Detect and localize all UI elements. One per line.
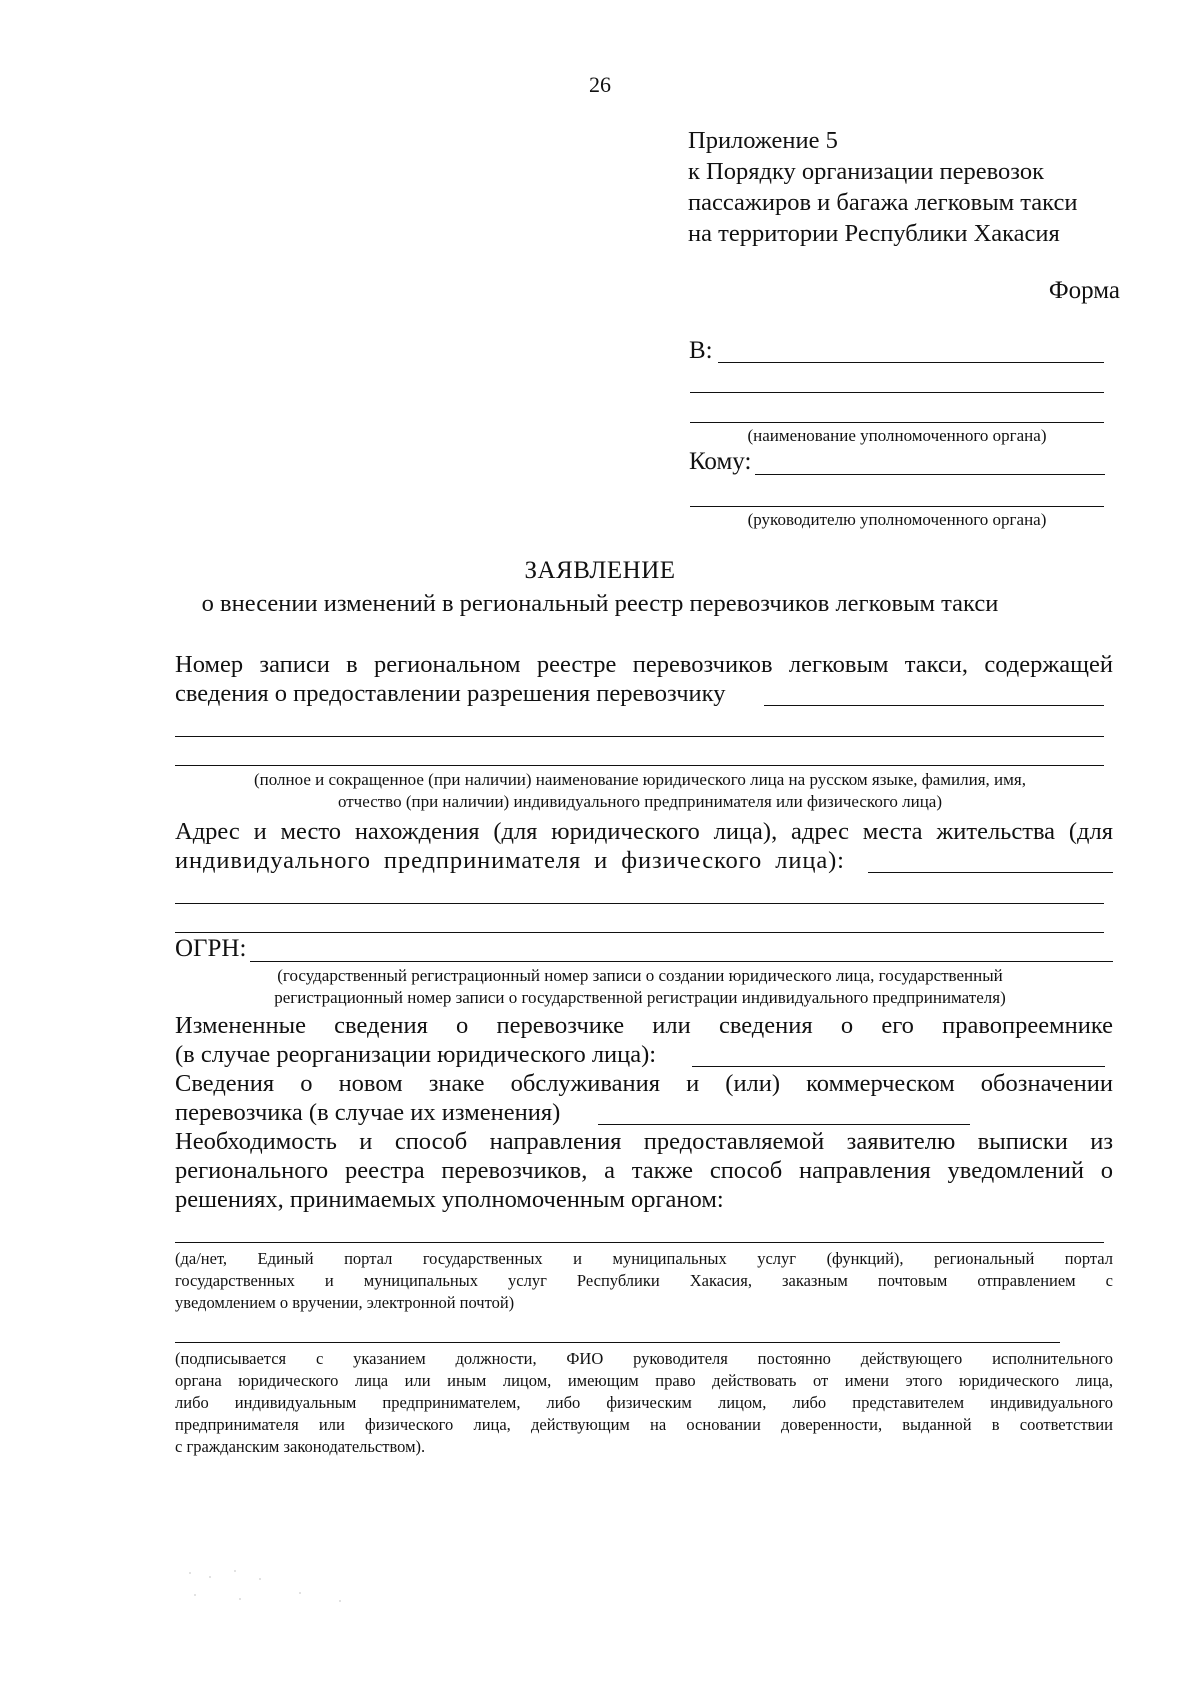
address-line-1: Адрес и место нахождения (для юридического лица), адрес места жительства (для bbox=[175, 818, 1113, 845]
need-line-2: регионального реестра перевозчиков, а также способ направления уведомлений о bbox=[175, 1157, 1113, 1184]
delivery-field[interactable] bbox=[175, 1242, 1104, 1243]
carrier-name-caption-1: (полное и сокращенное (при наличии) наименование юридического лица на русском языке, фамилия, имя, bbox=[254, 770, 1026, 789]
appendix-line-2: к Порядку организации перевозок bbox=[688, 158, 1044, 185]
signature-caption-line-3: либо индивидуальным предпринимателем, либо физическим лицом, либо представителем индивидуального bbox=[175, 1393, 1113, 1412]
document-subtitle: о внесении изменений в региональный реестр перевозчиков легковым такси bbox=[201, 590, 999, 617]
page-number: 26 bbox=[589, 72, 611, 97]
to-caption: (наименование уполномоченного органа) bbox=[747, 426, 1047, 445]
appendix-line-4: на территории Республики Хакасия bbox=[688, 220, 1060, 247]
address-field-line-3[interactable] bbox=[175, 932, 1104, 933]
to-field-line[interactable] bbox=[718, 362, 1104, 363]
whom-label: Кому: bbox=[689, 448, 752, 475]
whom-field-line[interactable] bbox=[755, 474, 1105, 475]
to-field-line-2[interactable] bbox=[690, 392, 1104, 393]
document-title: ЗАЯВЛЕНИЕ bbox=[524, 557, 676, 584]
whom-caption: (руководителю уполномоченного органа) bbox=[747, 510, 1047, 529]
signature-field[interactable] bbox=[175, 1342, 1060, 1343]
record-line-2: сведения о предоставлении разрешения перевозчику bbox=[175, 680, 726, 707]
scan-noise bbox=[180, 1565, 380, 1615]
ogrn-caption-2: регистрационный номер записи о государственной регистрации индивидуального предпринимателя) bbox=[274, 988, 1006, 1007]
signature-caption-line-1: (подписывается с указанием должности, ФИО руководителя постоянно действующего исполнительного bbox=[175, 1349, 1113, 1368]
signature-caption-line-2: органа юридического лица или иным лицом, имеющим право действовать от имени этого юридического лица, bbox=[175, 1371, 1113, 1390]
to-label: В: bbox=[689, 337, 713, 364]
ogrn-caption-1: (государственный регистрационный номер записи о создании юридического лица, государственный bbox=[277, 966, 1003, 985]
record-line-1: Номер записи в региональном реестре перевозчиков легковым такси, содержащей bbox=[175, 651, 1113, 678]
appendix-line-1: Приложение 5 bbox=[688, 127, 838, 154]
carrier-name-caption-2: отчество (при наличии) индивидуального предпринимателя или физического лица) bbox=[337, 792, 943, 811]
sign-line-1: Сведения о новом знаке обслуживания и (или) коммерческом обозначении bbox=[175, 1070, 1113, 1097]
form-label: Форма bbox=[1048, 277, 1120, 304]
address-line-2: индивидуального предпринимателя и физического лица): bbox=[175, 847, 845, 874]
delivery-caption-line-3: уведомлением о вручении, электронной почтой) bbox=[175, 1293, 515, 1312]
delivery-caption-line-2: государственных и муниципальных услуг Республики Хакасия, заказным почтовым отправлением с bbox=[175, 1271, 1113, 1290]
signature-caption-line-5: с гражданским законодательством). bbox=[175, 1437, 426, 1456]
sign-field[interactable] bbox=[598, 1124, 970, 1125]
carrier-name-line-2[interactable] bbox=[175, 765, 1104, 766]
sign-line-2: перевозчика (в случае их изменения) bbox=[175, 1099, 561, 1126]
changed-line-2: (в случае реорганизации юридического лица): bbox=[175, 1041, 657, 1068]
changed-line-1: Измененные сведения о перевозчике или сведения о его правопреемнике bbox=[175, 1012, 1113, 1039]
need-line-3: решениях, принимаемых уполномоченным органом: bbox=[175, 1186, 724, 1213]
appendix-block bbox=[688, 125, 1077, 249]
signature-caption bbox=[175, 1348, 1113, 1458]
need-line-1: Необходимость и способ направления предоставляемой заявителю выписки из bbox=[175, 1128, 1113, 1155]
whom-field-line-2[interactable] bbox=[690, 506, 1104, 507]
address-field-line-2[interactable] bbox=[175, 903, 1104, 904]
ogrn-field[interactable] bbox=[250, 961, 1113, 962]
appendix-line-3: пассажиров и багажа легковым такси bbox=[688, 189, 1078, 216]
address-field[interactable] bbox=[868, 872, 1113, 873]
carrier-name-line-1[interactable] bbox=[175, 736, 1104, 737]
to-field-line-3[interactable] bbox=[690, 422, 1104, 423]
delivery-caption bbox=[175, 1248, 1113, 1314]
changed-field[interactable] bbox=[692, 1066, 1105, 1067]
signature-caption-line-4: предпринимателя или физического лица, действующим на основании доверенности, выданной в соответствии bbox=[175, 1415, 1113, 1434]
delivery-caption-line-1: (да/нет, Единый портал государственных и муниципальных услуг (функций), региональный портал bbox=[175, 1249, 1113, 1268]
ogrn-label: ОГРН: bbox=[175, 935, 247, 962]
record-number-field[interactable] bbox=[764, 705, 1104, 706]
